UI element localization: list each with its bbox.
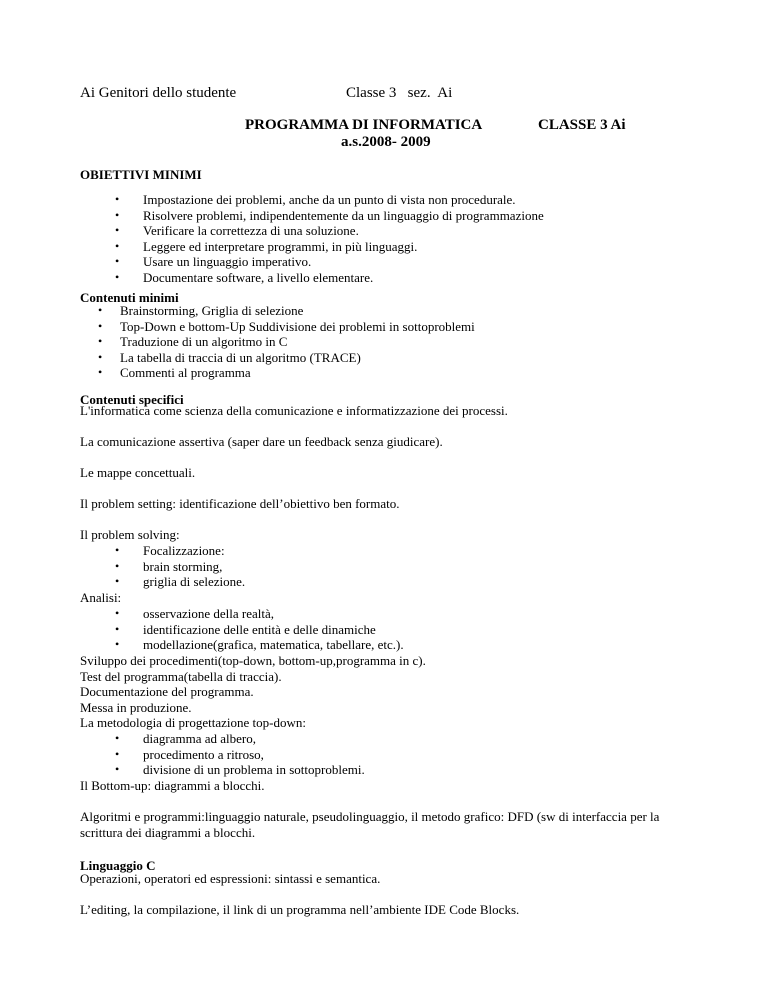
list-item: • Traduzione di un algoritmo in C: [120, 334, 475, 350]
paragraph-mappe: Le mappe concettuali.: [80, 465, 196, 480]
contenuti-specifici-heading: Contenuti specifici: [80, 392, 184, 407]
list-item: • brain storming,: [143, 559, 245, 575]
list-item: • divisione di un problema in sottoproblemi.: [143, 762, 365, 778]
class-section-line: Classe 3 sez. Ai: [346, 85, 453, 101]
school-year: a.s.2008- 2009: [341, 134, 431, 150]
paragraph-problem-setting: Il problem setting: identificazione dell’obiettivo ben formato.: [80, 496, 400, 511]
list-item: • Usare un linguaggio imperativo.: [143, 254, 544, 270]
list-item: • Commenti al programma: [120, 365, 475, 381]
analisi-label: Analisi:: [80, 590, 122, 605]
class-label: CLASSE 3 Ai: [538, 117, 626, 133]
list-item: • griglia di selezione.: [143, 574, 245, 590]
list-item: • Risolvere problemi, indipendentemente da un linguaggio di programmazione: [143, 208, 544, 224]
list-item: • Top-Down e bottom-Up Suddivisione dei problemi in sottoproblemi: [120, 319, 475, 335]
list-item: • Impostazione dei problemi, anche da un punto di vista non procedurale.: [143, 192, 544, 208]
topdown-list: [143, 731, 365, 778]
program-title: PROGRAMMA DI INFORMATICA: [245, 117, 483, 133]
contenuti-minimi-heading: Contenuti minimi: [80, 290, 179, 305]
problem-solving-list: [143, 543, 245, 590]
messa-in-produzione-line: Messa in produzione.: [80, 700, 192, 715]
linguaggio-c-heading: Linguaggio C: [80, 858, 156, 873]
list-item: • Documentare software, a livello elementare.: [143, 270, 544, 286]
test-line: Test del programma(tabella di traccia).: [80, 669, 282, 684]
list-item: • identificazione delle entità e delle dinamiche: [143, 622, 404, 638]
topdown-methodology-line: La metodologia di progettazione top-down:: [80, 715, 306, 730]
recipients-line: Ai Genitori dello studente: [80, 85, 237, 101]
algoritmi-line-1: Algoritmi e programmi:linguaggio naturale, pseudolinguaggio, il metodo grafico: DFD (sw di interfaccia per la: [80, 809, 660, 824]
list-item: • procedimento a ritroso,: [143, 747, 365, 763]
paragraph-informatica: L'informatica come scienza della comunicazione e informatizzazione dei processi.: [80, 403, 508, 418]
linguaggio-c-editing: L’editing, la compilazione, il link di un programma nell’ambiente IDE Code Blocks.: [80, 902, 520, 917]
obiettivi-heading: OBIETTIVI MINIMI: [80, 167, 202, 182]
contenuti-minimi-list: [120, 303, 475, 381]
list-item: • La tabella di traccia di un algoritmo (TRACE): [120, 350, 475, 366]
algoritmi-line-2: scrittura dei diagrammi a blocchi.: [80, 825, 256, 840]
list-item: • modellazione(grafica, matematica, tabellare, etc.).: [143, 637, 404, 653]
list-item: • Leggere ed interpretare programmi, in più linguaggi.: [143, 239, 544, 255]
linguaggio-c-operazioni: Operazioni, operatori ed espressioni: sintassi e semantica.: [80, 871, 381, 886]
obiettivi-list: [143, 192, 544, 286]
list-item: • osservazione della realtà,: [143, 606, 404, 622]
paragraph-comunicazione: La comunicazione assertiva (saper dare un feedback senza giudicare).: [80, 434, 443, 449]
list-item: • Focalizzazione:: [143, 543, 245, 559]
list-item: • diagramma ad albero,: [143, 731, 365, 747]
list-item: • Verificare la correttezza di una soluzione.: [143, 223, 544, 239]
documentazione-line: Documentazione del programma.: [80, 684, 254, 699]
sviluppo-line: Sviluppo dei procedimenti(top-down, bottom-up,programma in c).: [80, 653, 426, 668]
problem-solving-label: Il problem solving:: [80, 527, 180, 542]
bottom-up-line: Il Bottom-up: diagrammi a blocchi.: [80, 778, 265, 793]
list-item: • Brainstorming, Griglia di selezione: [120, 303, 475, 319]
analisi-list: [143, 606, 404, 653]
